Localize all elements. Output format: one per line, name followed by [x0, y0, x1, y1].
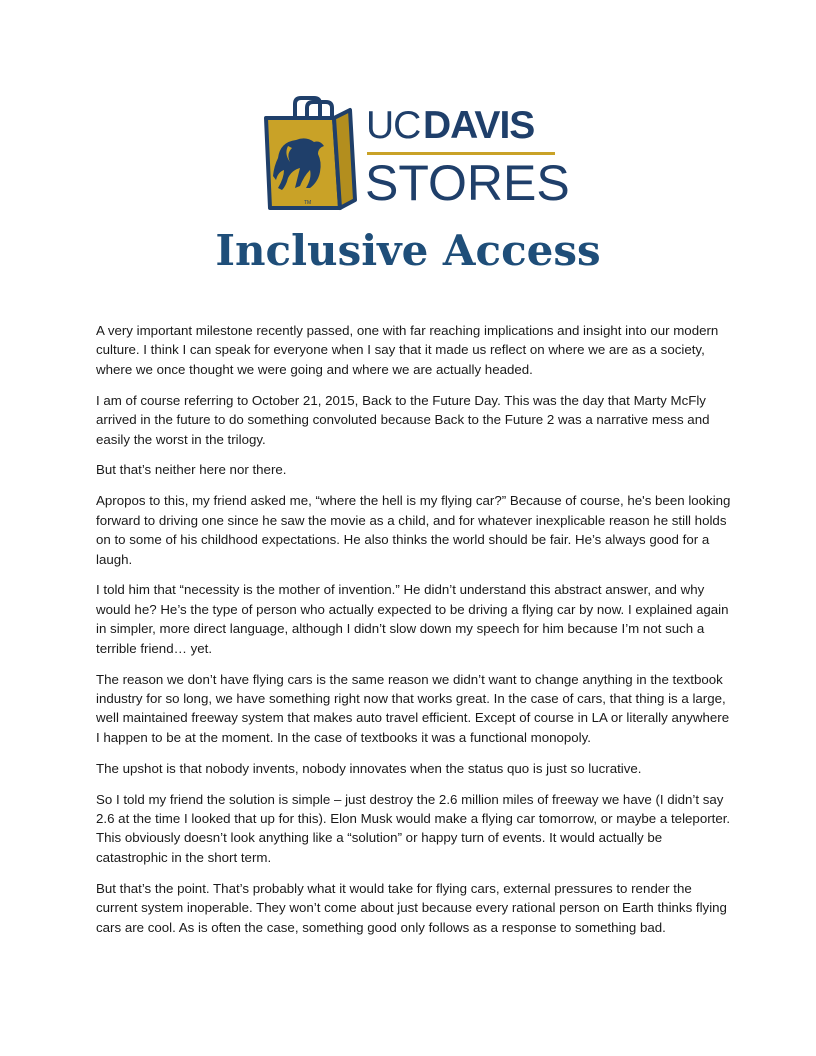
paragraph: But that’s neither here nor there. — [96, 462, 287, 478]
page-title: Inclusive Access — [215, 226, 601, 275]
paragraph: The upshot is that nobody invents, nobody innovates when the status quo is just so lucrative. — [96, 760, 642, 776]
paragraph: The reason we don’t have flying cars is the same reason we didn’t want to change anything in the textbook industry for so long, we have something right now that works great. In the case of cars, that thing is a large, well maintained freeway system that makes auto travel efficient. Except of course in LA or literally anywhere I happen to be at the moment. In the case of textbooks it was a functional monopoly. — [96, 671, 730, 745]
logo-stores-text: STORES — [365, 155, 570, 211]
paragraph: I am of course referring to October 21, 2015, Back to the Future Day. This was the day that Marty McFly arrived in the future to do something convoluted because Back to the Future 2 was a narrative mess and easily the worst in the trilogy. — [96, 392, 710, 447]
paragraph: So I told my friend the solution is simple – just destroy the 2.6 million miles of freeway we have (I didn’t say 2.6 at the time I looked that up for this). Elon Musk would make a flying car tomorrow, or maybe a teleporter. This obviously doesn’t look anything like a “solution” or happy turn of events. It would actually be catastrophic in the short term. — [96, 791, 731, 865]
uc-davis-stores-logo — [262, 96, 570, 214]
logo-wordmark — [365, 104, 570, 211]
paragraph: I told him that “necessity is the mother of invention.” He didn’t understand this abstract answer, and why would he? He’s the type of person who actually expected to be driving a flying car by now. I explained again in simpler, more direct language, although I didn’t slow down my speech for him because I’m not such a terrible friend… yet. — [96, 582, 729, 656]
paragraph: A very important milestone recently passed, one with far reaching implications and insight into our modern culture. I think I can speak for everyone when I say that it made us reflect on where we are as a society, where we once thought we were going and where we are actually headed. — [96, 323, 719, 377]
logo-davis-text: DAVIS — [423, 104, 535, 147]
article-body — [96, 321, 732, 948]
logo-uc-text: UC — [366, 104, 421, 147]
shopping-bag-mustang-icon — [262, 96, 357, 212]
svg-text:TM: TM — [304, 200, 312, 206]
paragraph: Apropos to this, my friend asked me, “where the hell is my flying car?” Because of course, he's been looking forward to driving one since he saw the movie as a child, and for whatever inexplicable reason he still holds on to some of his childhood expectations. He also thinks the world should be fair. He’s always good for a laugh. — [96, 493, 731, 567]
paragraph: But that’s the point. That’s probably what it would take for flying cars, external pressures to render the current system inoperable. They won’t come about just because every rational person on Earth thinks flying cars are cool. As is often the case, something good only follows as a response to something bad. — [96, 880, 727, 935]
